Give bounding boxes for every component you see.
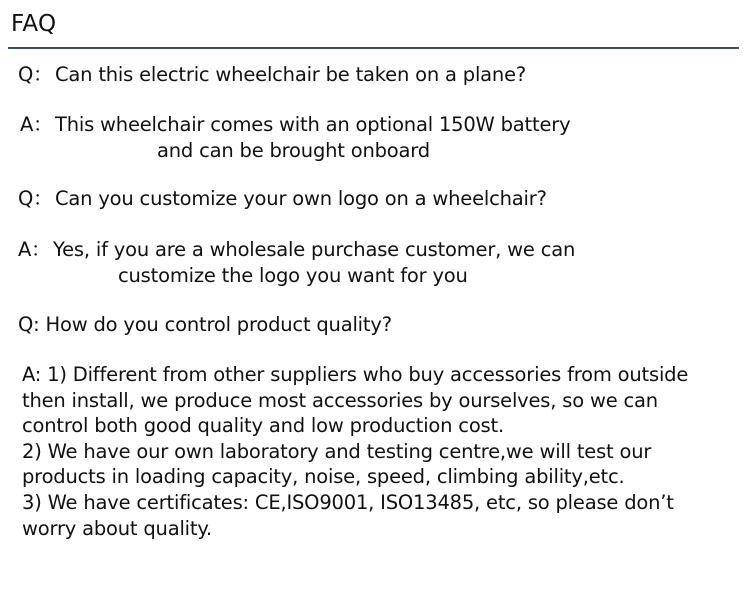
question-1 [18,62,526,88]
answer-3-line: 3) We have certificates: CE,ISO9001, ISO13485, etc, so please don’t [22,491,674,514]
question-2-text: Can you customize your own logo on a wheelchair? [55,187,547,210]
question-1-text: Can this electric wheelchair be taken on a plane? [55,63,527,86]
title-divider [8,47,739,49]
answer-2-line-2: customize the logo you want for you [118,264,468,287]
question-3: Q: How do you control product quality? [18,313,392,336]
answer-1-line-1: This wheelchair comes with an optional 150W battery [55,113,571,136]
question-1-prefix: Q： [18,63,53,86]
answer-3-line: control both good quality and low production cost. [22,414,504,437]
answer-2-prefix: A： [18,238,51,261]
answer-3-line: products in loading capacity, noise, speed, climbing ability,etc. [22,465,625,488]
answer-1 [20,112,570,138]
answer-2 [18,237,575,263]
answer-3-line: A: 1) Different from other suppliers who buy accessories from outside [22,363,689,386]
answer-1-prefix: A： [20,113,53,136]
question-2 [18,186,547,212]
answer-3-line: 2) We have our own laboratory and testing centre,we will test our [22,440,652,463]
answer-3-line: worry about quality. [22,517,212,540]
answer-2-line-1: Yes, if you are a wholesale purchase customer, we can [53,238,576,261]
question-2-prefix: Q： [18,187,53,210]
faq-title: FAQ [11,11,57,37]
answer-3-line: then install, we produce most accessories by ourselves, so we can [22,389,658,412]
answer-1-line-2: and can be brought onboard [157,139,430,162]
